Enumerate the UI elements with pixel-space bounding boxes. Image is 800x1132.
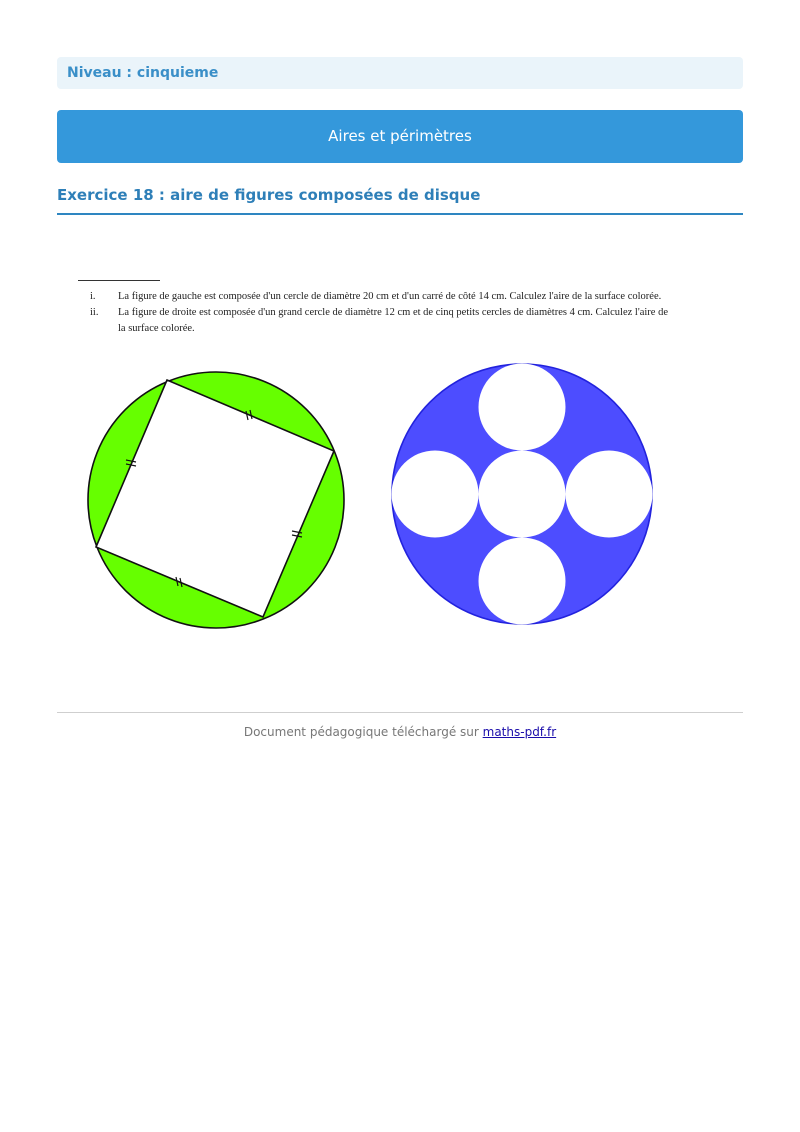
small-disc-right: [566, 451, 653, 538]
level-label: Niveau : cinquieme: [67, 65, 219, 81]
big-disc: [392, 364, 652, 624]
footer: [57, 725, 743, 739]
level-banner: [57, 57, 743, 89]
footer-divider: [57, 712, 743, 713]
tick-mark: [176, 577, 178, 586]
exercise-statement: [78, 280, 668, 337]
question-item: [78, 305, 668, 337]
question-number: ii.: [90, 307, 99, 318]
small-disc-bottom: [479, 538, 566, 625]
tick-mark: [126, 460, 136, 462]
equal-side-marks: [126, 410, 302, 587]
theme-title: Aires et périmètres: [328, 127, 472, 145]
left-disc: [88, 372, 344, 628]
small-disc-center: [479, 451, 566, 538]
exercise-title: Exercice 18 : aire de figures composées de disque: [57, 184, 743, 215]
theme-banner: [57, 110, 743, 163]
question-number: i.: [90, 291, 96, 302]
small-disc-left: [392, 451, 479, 538]
tick-mark: [126, 464, 136, 466]
question-text: La figure de gauche est composée d'un cercle de diamètre 20 cm et d'un carré de côté 14 cm. Calculez l'aire de la surface colorée.: [118, 291, 662, 302]
tick-mark: [250, 410, 252, 419]
footer-link[interactable]: maths-pdf.fr: [482, 725, 557, 739]
left-figure: [88, 372, 344, 628]
tick-mark: [246, 411, 248, 420]
tick-mark: [292, 535, 302, 537]
right-figure: [392, 364, 653, 625]
question-text: La figure de droite est composée d'un grand cercle de diamètre 12 cm et de cinq petits cercles de diamètres 4 cm. Calculez l'aire de la surface colorée.: [118, 307, 668, 334]
tick-mark: [180, 578, 182, 587]
question-item: [78, 289, 668, 305]
footer-text: Document pédagogique téléchargé sur: [243, 725, 483, 739]
statement-divider: [78, 280, 160, 281]
small-disc-top: [479, 364, 566, 451]
inscribed-square: [96, 380, 334, 617]
tick-mark: [292, 531, 302, 533]
